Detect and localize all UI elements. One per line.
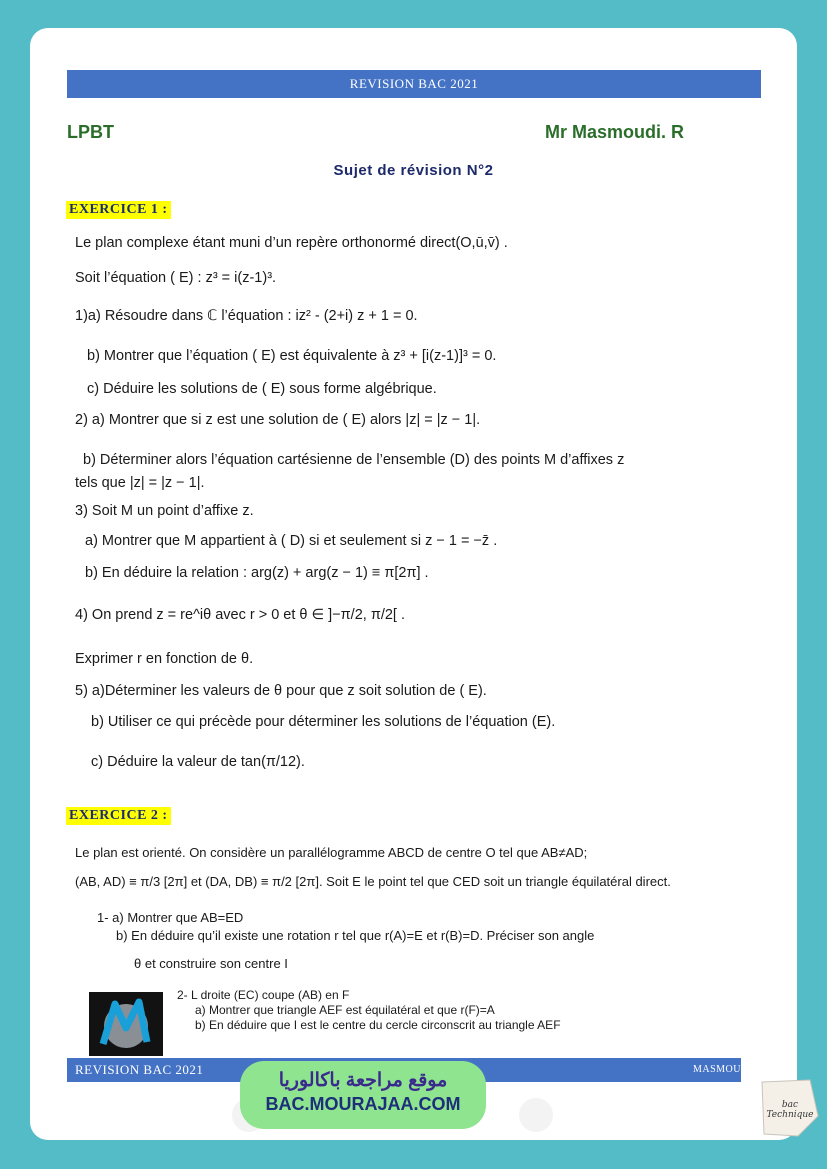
exercise1-label: EXERCICE 1 : <box>66 201 171 219</box>
ex2-line: b) En déduire que I est le centre du cercle circonscrit au triangle AEF <box>195 1018 561 1032</box>
corner-stamp-text: bac Technique <box>766 1100 814 1120</box>
ex2-line: a) Montrer que triangle AEF est équilatéral et que r(F)=A <box>195 1003 495 1017</box>
ex1-line: a) Montrer que M appartient à ( D) si et seulement si z − 1 = −z̄ . <box>85 533 498 549</box>
ex1-line: tels que |z| = |z − 1|. <box>75 475 205 491</box>
exercise2-label: EXERCICE 2 : <box>66 807 171 825</box>
top-banner: REVISION BAC 2021 <box>67 70 761 98</box>
ex1-line: b) Utiliser ce qui précède pour déterminer les solutions de l’équation (E). <box>91 714 556 730</box>
ex1-line: Exprimer r en fonction de θ. <box>75 651 254 667</box>
teacher-name: Mr Masmoudi. R <box>545 122 685 142</box>
ex2-line: 1- a) Montrer que AB=ED <box>97 910 244 925</box>
ex1-line: b) Montrer que l’équation ( E) est équivalente à z³ + [i(z-1)]³ = 0. <box>87 348 497 364</box>
site-url[interactable]: BAC.MOURAJAA.COM <box>265 1094 461 1114</box>
document-page <box>30 28 797 1140</box>
ex1-line: b) Déterminer alors l’équation cartésienne de l’ensemble (D) des points M d’affixes z <box>83 452 625 468</box>
school-name: LPBT <box>67 122 114 142</box>
ex1-line: 5) a)Déterminer les valeurs de θ pour que z soit solution de ( E). <box>75 683 487 699</box>
bottom-banner-right: MASMOU <box>692 1064 741 1075</box>
ex1-line: 1)a) Résoudre dans ℂ l’équation : iz² - (2+i) z + 1 = 0. <box>75 308 418 324</box>
ex1-line: c) Déduire les solutions de ( E) sous forme algébrique. <box>87 381 437 397</box>
ex2-line: b) En déduire qu’il existe une rotation r tel que r(A)=E et r(B)=D. Préciser son angle <box>116 928 595 943</box>
site-badge-right-icon <box>519 1098 553 1132</box>
site-arabic-name: موقع مراجعة باكالوريا <box>278 1070 448 1091</box>
ex1-line: 3) Soit M un point d’affixe z. <box>75 503 254 519</box>
ex1-line: c) Déduire la valeur de tan(π/12). <box>91 754 305 770</box>
bac-technique-stamp <box>758 1076 822 1140</box>
page-title: Sujet de révision N°2 <box>333 162 494 179</box>
ex1-line: Le plan complexe étant muni d’un repère orthonormé direct(O,ū,v̄) . <box>75 235 508 251</box>
ex2-line: 2- L droite (EC) coupe (AB) en F <box>177 988 350 1002</box>
ex2-line: θ et construire son centre I <box>134 956 288 971</box>
masmoudi-logo <box>89 992 163 1056</box>
ex1-line: b) En déduire la relation : arg(z) + arg(z − 1) ≡ π[2π] . <box>85 565 429 581</box>
ex2-line: (AB, AD) ≡ π/3 [2π] et (DA, DB) ≡ π/2 [2π]. Soit E le point tel que CED soit un triangle équilatéral direct. <box>75 874 671 889</box>
ex2-line: Le plan est orienté. On considère un parallélogramme ABCD de centre O tel que AB≠AD; <box>75 845 588 860</box>
bottom-banner-left: REVISION BAC 2021 <box>75 1062 204 1077</box>
ex1-line: 2) a) Montrer que si z est une solution de ( E) alors |z| = |z − 1|. <box>75 412 481 428</box>
ex1-line: Soit l’équation ( E) : z³ = i(z-1)³. <box>75 270 277 286</box>
site-link-badge[interactable] <box>240 1061 486 1129</box>
ex1-line: 4) On prend z = re^iθ avec r > 0 et θ ∈ ]−π/2, π/2[ . <box>75 607 406 623</box>
